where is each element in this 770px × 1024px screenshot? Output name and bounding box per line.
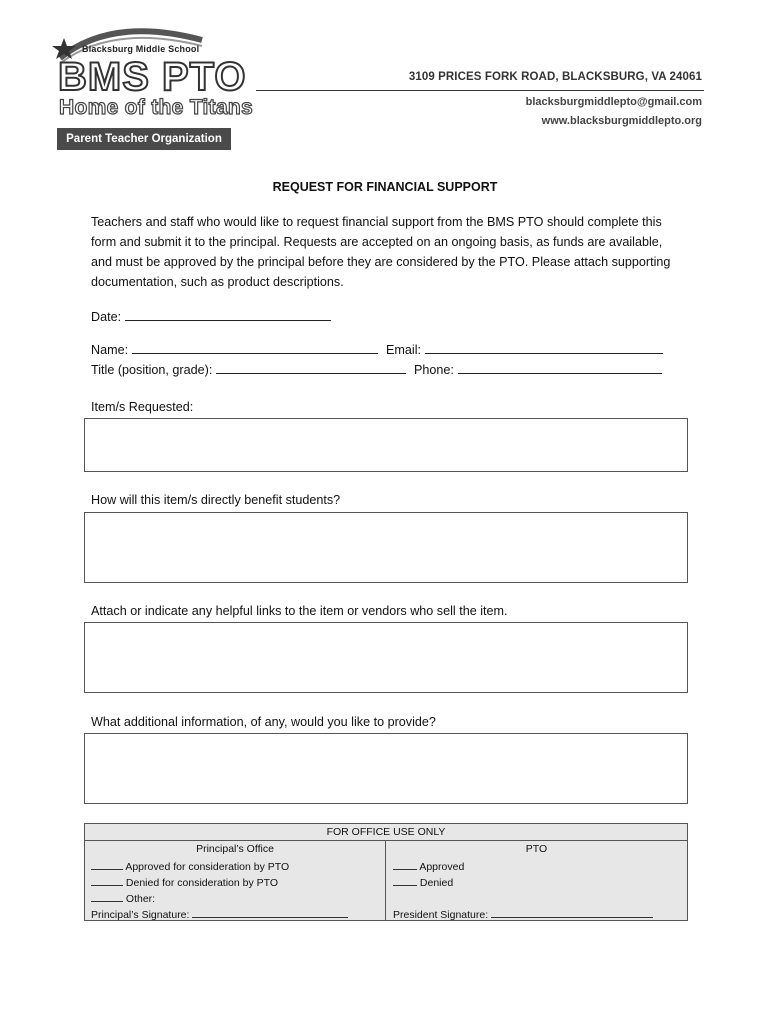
- president-signature-field[interactable]: [491, 907, 653, 918]
- phone-row: [414, 360, 662, 377]
- name-label: Name:: [91, 343, 129, 357]
- title-field[interactable]: [216, 360, 406, 374]
- pto-approved-blank[interactable]: [393, 859, 417, 870]
- principal-office-heading: Principal’s Office: [196, 843, 274, 855]
- header-divider: [256, 90, 704, 91]
- principal-denied-label: Denied for consideration by PTO: [125, 877, 279, 889]
- items-textarea[interactable]: [84, 418, 688, 472]
- name-row: [91, 340, 378, 357]
- date-label: Date:: [91, 310, 122, 324]
- date-row: [91, 307, 331, 324]
- additional-question: What additional information, of any, would you like to provide?: [91, 715, 436, 729]
- email-field[interactable]: [425, 340, 663, 354]
- title-row: [91, 360, 406, 377]
- phone-label: Phone:: [414, 363, 454, 377]
- name-field[interactable]: [132, 340, 378, 354]
- principal-other-label: Other:: [125, 893, 156, 905]
- principal-other-option[interactable]: [91, 891, 155, 905]
- email-row: [386, 340, 663, 357]
- principal-approved-blank[interactable]: [91, 859, 123, 870]
- logo-banner: Parent Teacher Organization: [57, 128, 231, 150]
- email-label: Email:: [386, 343, 421, 357]
- pto-denied-option[interactable]: [393, 875, 453, 889]
- logo-main-text: BMS PTO: [58, 55, 247, 99]
- principal-denied-option[interactable]: [91, 875, 278, 889]
- pto-heading: PTO: [525, 843, 548, 855]
- additional-textarea[interactable]: [84, 733, 688, 804]
- pto-section: [386, 841, 687, 920]
- office-use-heading: FOR OFFICE USE ONLY: [85, 824, 687, 841]
- principal-approved-label: Approved for consideration by PTO: [125, 861, 290, 873]
- principal-approved-option[interactable]: [91, 859, 289, 873]
- title-label: Title (position, grade):: [91, 363, 213, 377]
- benefit-question: How will this item/s directly benefit students?: [91, 493, 341, 507]
- header-website: www.blacksburgmiddlepto.org: [541, 115, 702, 127]
- header-email: blacksburgmiddlepto@gmail.com: [525, 96, 702, 108]
- pto-denied-blank[interactable]: [393, 875, 417, 886]
- intro-line: documentation, such as product descriptions.: [91, 275, 344, 289]
- intro-line: Teachers and staff who would like to request financial support from the BMS PTO should complete this: [91, 215, 662, 229]
- president-signature-row: [393, 907, 653, 921]
- principal-signature-row: [91, 907, 348, 921]
- president-signature-label: President Signature:: [393, 909, 489, 921]
- date-field[interactable]: [125, 307, 331, 321]
- office-use-table: [84, 823, 688, 921]
- header-address: 3109 PRICES FORK ROAD, BLACKSBURG, VA 24061: [408, 71, 702, 83]
- principal-office-section: [85, 841, 386, 920]
- logo-tagline: Home of the Titans: [59, 96, 254, 119]
- links-textarea[interactable]: [84, 622, 688, 693]
- pto-denied-label: Denied: [419, 877, 454, 889]
- pto-approved-option[interactable]: [393, 859, 464, 873]
- intro-line: form and submit it to the principal. Requests are accepted on an ongoing basis, as funds are available,: [91, 235, 663, 249]
- intro-paragraph: [91, 212, 691, 292]
- principal-signature-label: Principal’s Signature:: [91, 909, 190, 921]
- items-question: Item/s Requested:: [91, 400, 194, 414]
- principal-denied-blank[interactable]: [91, 875, 123, 886]
- pto-approved-label: Approved: [419, 861, 465, 873]
- principal-other-blank[interactable]: [91, 891, 123, 902]
- intro-line: and must be approved by the principal before they are considered by the PTO. Please attach supporting: [91, 255, 671, 269]
- logo-school-name: Blacksburg Middle School: [82, 44, 200, 54]
- benefit-textarea[interactable]: [84, 512, 688, 583]
- phone-field[interactable]: [458, 360, 662, 374]
- links-question: Attach or indicate any helpful links to the item or vendors who sell the item.: [91, 604, 508, 618]
- principal-signature-field[interactable]: [192, 907, 348, 918]
- form-title: REQUEST FOR FINANCIAL SUPPORT: [272, 180, 498, 194]
